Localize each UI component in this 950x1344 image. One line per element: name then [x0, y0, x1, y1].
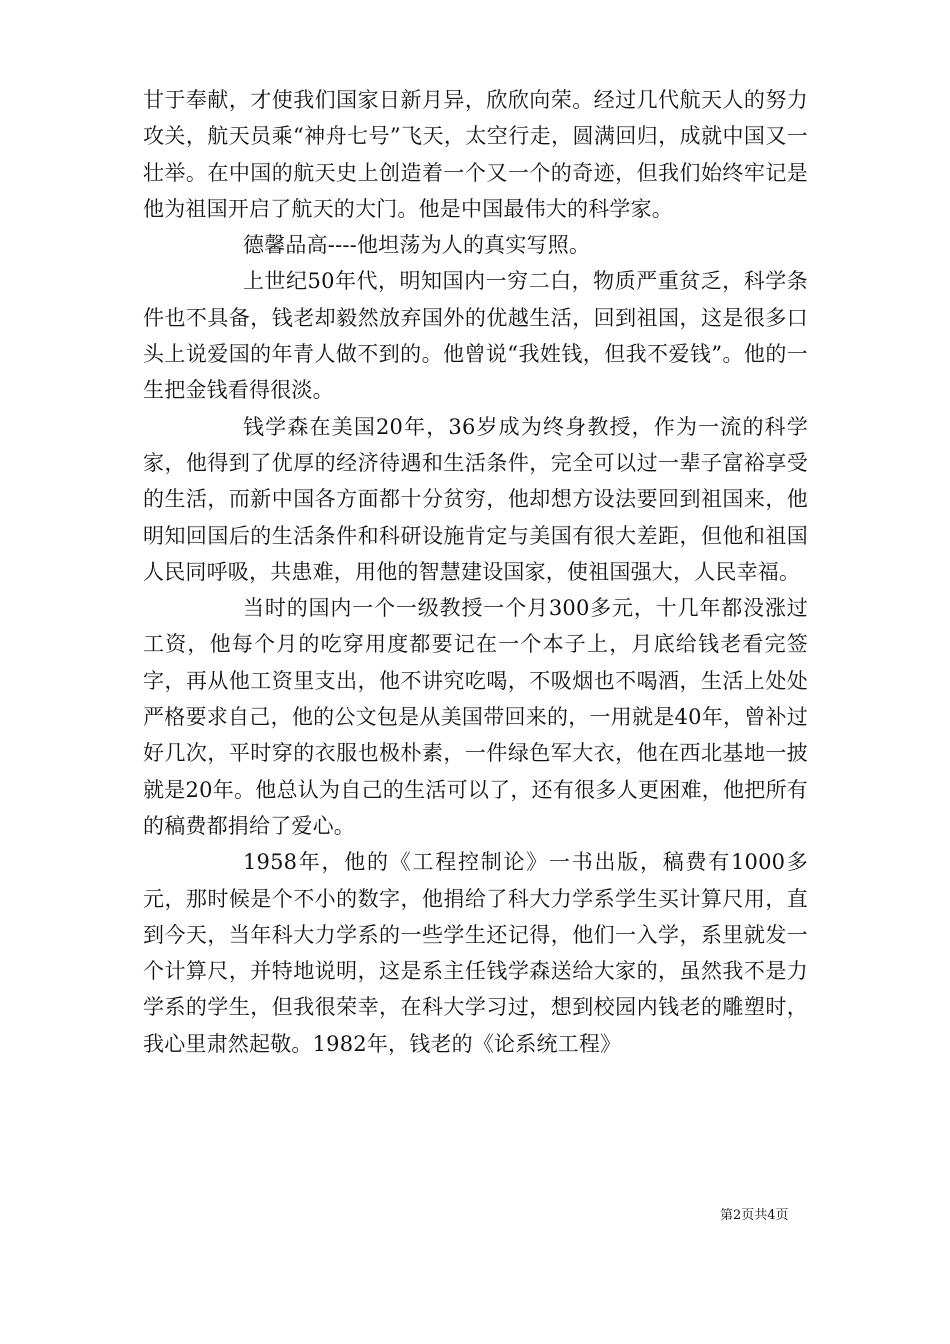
paragraph-5: 1958年，他的《工程控制论》一书出版，稿费有1000多元，那时候是个不小的数字，他捐给了科大力学系学生买计算尺用，直到今天，当年科大力学系的一些学生还记得，他们一入学，系里就发一个计算尺，并特地说明，这是系主任钱学森送给大家的，虽然我不是力学系的学生，但我很荣幸，在科大学习过，想到校园内钱老的雕塑时，我心里肃然起敬。1982年，钱老的《论系统工程》	[143, 850, 808, 1056]
paragraph-1: 甘于奉献，才使我们国家日新月异，欣欣向荣。经过几代航天人的努力攻关，航天员乘“神舟七号”飞天，太空行走，圆满回归，成就中国又一壮举。在中国的航天史上创造着一个又一个的奇迹，但我们始终牢记是他为祖国开启了航天的大门。他是中国最伟大的科学家。	[143, 88, 808, 221]
paragraph-4: 当时的国内一个一级教授一个月300多元，十几年都没涨过工资，他每个月的吃穿用度都要记在一个本子上，月底给钱老看完签字，再从他工资里支出，他不讲究吃喝，不吸烟也不喝酒，生活上处处严格要求自己，他的公文包是从美国带回来的，一用就是40年，曾补过好几次，平时穿的衣服也极朴素，一件绿色军大衣，他在西北基地一披就是20年。他总认为自己的生活可以了，还有很多人更困难，他把所有的稿费都捐给了爱心。	[143, 596, 808, 838]
section-heading: 德馨品高----他坦荡为人的真实写照。	[243, 233, 591, 258]
paragraph-3: 钱学森在美国20年，36岁成为终身教授，作为一流的科学家，他得到了优厚的经济待遇和生活条件，完全可以过一辈子富裕享受的生活，而新中国各方面都十分贫穷，他却想方设法要回到祖国来，他明知回国后的生活条件和科研设施肯定与美国有很大差距，但他和祖国人民同呼吸，共患难，用他的智慧建设国家，使祖国强大，人民幸福。	[143, 414, 808, 584]
paragraph-2: 上世纪50年代，明知国内一穷二白，物质严重贫乏，科学条件也不具备，钱老却毅然放弃国外的优越生活，回到祖国，这是很多口头上说爱国的年青人做不到的。他曾说“我姓钱，但我不爱钱”。他的一生把金钱看得很淡。	[143, 269, 808, 403]
document-body	[143, 82, 808, 1062]
page-number-footer: 第2页共4页	[720, 1208, 789, 1223]
